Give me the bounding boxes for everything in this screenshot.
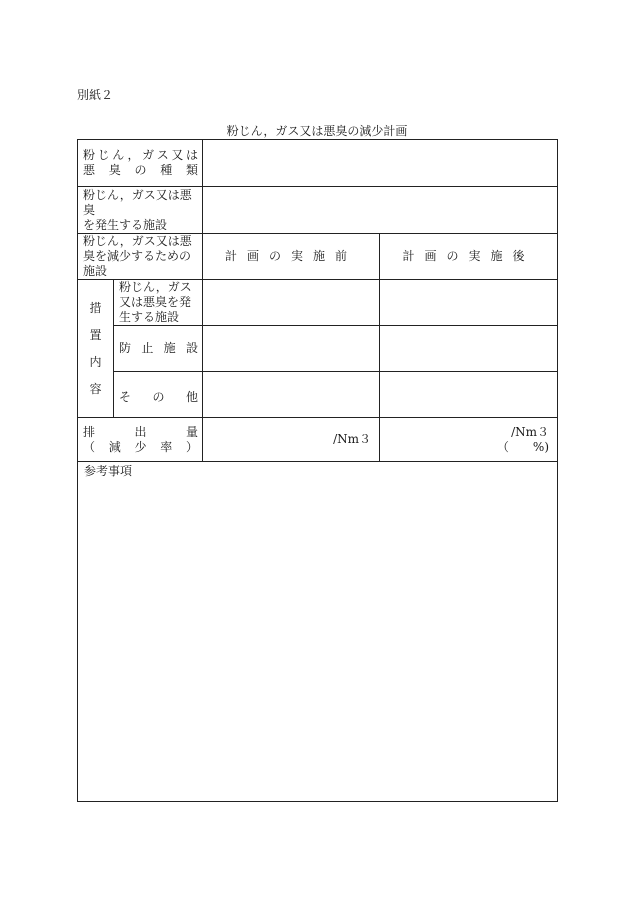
reduction-facility-label: 粉じん，ガス又は悪臭を減少するための施設 <box>83 234 192 278</box>
measure-prevention-after-cell[interactable] <box>380 326 558 372</box>
remarks-label: 参考事項 <box>84 464 133 478</box>
row-emission <box>78 418 558 462</box>
emitting-facility-label-line1: 粉じん，ガス又は悪臭 <box>83 187 192 217</box>
emitting-facility-value-cell[interactable] <box>203 187 558 234</box>
type-value-cell[interactable] <box>203 140 558 187</box>
emission-label: 排出量 <box>83 424 199 439</box>
type-label-line1: 粉じん，ガス又は <box>83 148 199 162</box>
measure-other-before-cell[interactable] <box>203 372 380 418</box>
before-header: 計画の実施前 <box>203 234 380 280</box>
measure-prevention-label: 防止施設 <box>119 341 199 355</box>
row-emitting-facility <box>78 187 558 234</box>
reduction-facility-label-cell <box>78 234 203 280</box>
measures-label-cell <box>78 280 114 418</box>
unit-before: /Nm３ <box>333 432 372 446</box>
measure-prevention-label-cell <box>114 326 203 372</box>
row-type <box>78 140 558 187</box>
measures-label: 措置内容 <box>89 300 102 396</box>
document-title: 粉じん，ガス又は悪臭の減少計画 <box>226 124 408 138</box>
measure-other-after-cell[interactable] <box>380 372 558 418</box>
emitting-facility-label-cell <box>78 187 203 234</box>
measure-emitting-after-cell[interactable] <box>380 280 558 326</box>
row-measure-prevention <box>78 326 558 372</box>
measure-emitting-label-cell <box>114 280 203 326</box>
emission-after-cell[interactable] <box>380 418 558 462</box>
emission-label-cell <box>78 418 203 462</box>
row-reduction-facility <box>78 234 558 280</box>
measure-prevention-before-cell[interactable] <box>203 326 380 372</box>
row-remarks <box>78 462 558 802</box>
emission-before-cell[interactable] <box>203 418 380 462</box>
type-label-cell <box>78 140 203 187</box>
attachment-label: 別紙２ <box>77 88 114 102</box>
row-measure-emitting <box>78 280 558 326</box>
measure-other-label-cell <box>114 372 203 418</box>
after-header: 計画の実施後 <box>380 234 558 280</box>
type-label-line2: 悪臭の種類 <box>83 163 199 177</box>
emitting-facility-label-line2: を発生する施設 <box>83 217 168 232</box>
row-measure-other <box>78 372 558 418</box>
measure-other-label: その他 <box>119 390 199 404</box>
measure-emitting-label: 粉じん，ガス又は悪臭を発生する施設 <box>119 280 192 324</box>
reduction-plan-table <box>77 139 558 802</box>
reduction-rate-label: （減少率） <box>83 439 199 454</box>
measure-emitting-before-cell[interactable] <box>203 280 380 326</box>
unit-after: /Nm３ <box>511 424 550 439</box>
percent-label: （ %) <box>496 439 550 454</box>
remarks-cell[interactable] <box>78 462 558 802</box>
